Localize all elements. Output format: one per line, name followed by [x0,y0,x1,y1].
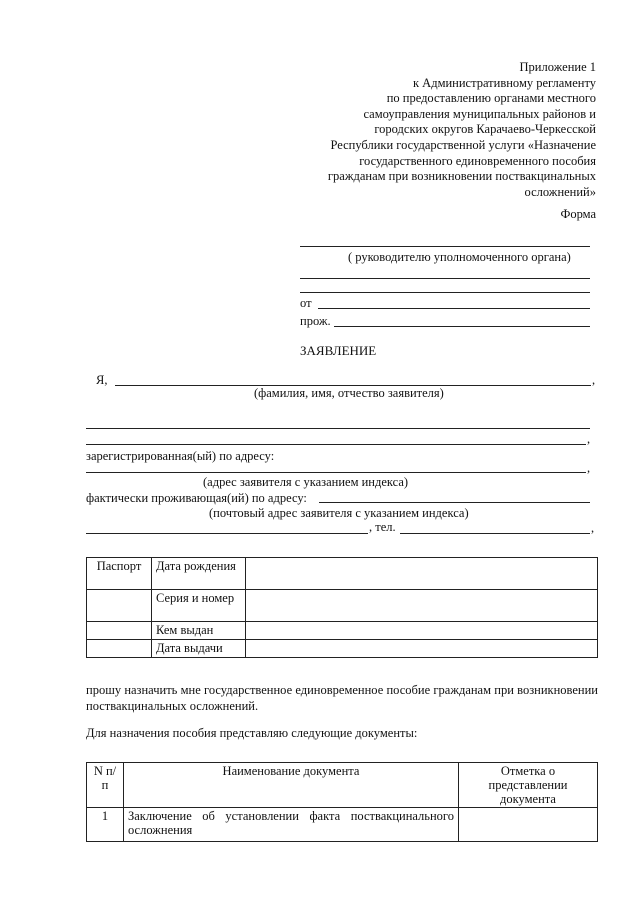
comma: , [587,461,591,475]
appendix-header [266,60,596,200]
passport-table [86,557,598,658]
appendix-line: гражданам при возникновении поствакцинальных [327,169,596,184]
statement-title: ЗАЯВЛЕНИЕ [300,343,377,358]
appendix-line: осложнений» [524,184,596,199]
comma: , [591,521,595,535]
row-num: 1 [87,808,124,842]
passport-row [87,622,598,640]
documents-header-row [87,763,598,808]
registered-address-line[interactable] [86,472,586,473]
form-label: Форма [560,207,596,221]
table-row [87,808,598,842]
address-caption: (адрес заявителя с указанием индекса) [203,475,409,489]
recipient-line[interactable] [300,246,590,247]
comma: , [592,373,596,387]
birth-date-field[interactable] [246,558,598,590]
appendix-line: городских округов Карачаево-Черкесской [374,122,596,137]
actual-address-label: фактически проживающая(ий) по адресу: [86,491,307,505]
postal-address-line[interactable] [86,533,368,534]
series-number-field[interactable] [246,590,598,622]
postal-caption: (почтовый адрес заявителя с указанием индекса) [209,506,469,520]
request-text: прошу назначить мне государственное единовременное пособие гражданам при возникновении поствакцинальных осложнений. [86,683,598,713]
from-line[interactable] [318,308,590,309]
document-mark-field[interactable] [459,808,598,842]
passport-field-label: Дата выдачи [152,640,246,658]
appendix-line: по предоставлению органами местного [386,91,596,106]
appendix-line: самоуправления муниципальных районов и [363,106,596,121]
passport-header: Паспорт [87,558,152,590]
passport-row [87,590,598,622]
col-mark-header: Отметка о представлении документа [459,763,598,808]
passport-field-label: Серия и номер [152,590,246,622]
issued-by-field[interactable] [246,622,598,640]
registered-label: зарегистрированная(ый) по адресу: [86,449,275,463]
appendix-title: Приложение 1 [519,60,596,74]
appendix-line: к Административному регламенту [412,75,596,90]
actual-address-line[interactable] [319,502,590,503]
issue-date-field[interactable] [246,640,598,658]
passport-field-label: Дата рождения [152,558,246,590]
name-caption: (фамилия, имя, отчество заявителя) [254,386,444,400]
col-num-header: N п/п [87,763,124,808]
blank-line-2[interactable] [86,444,586,445]
phone-line[interactable] [400,533,590,534]
i-label: Я, [96,373,108,387]
recipient-line-3[interactable] [300,292,590,293]
phone-label: , тел. [369,520,396,534]
passport-empty-cell [87,590,152,622]
appendix-line: Республики государственной услуги «Назначение [330,137,596,152]
from-label: от [300,296,312,310]
passport-empty-cell [87,640,152,658]
passport-field-label: Кем выдан [152,622,246,640]
blank-line[interactable] [86,428,590,429]
appendix-line: государственного единовременного пособия [359,153,596,168]
documents-table [86,762,598,842]
document-name: Заключение об установлении факта поствакцинального осложнения [124,808,459,842]
passport-empty-cell [87,622,152,640]
residing-line[interactable] [334,326,590,327]
residing-label: прож. [300,314,331,328]
documents-intro: Для назначения пособия представляю следующие документы: [86,726,418,740]
recipient-caption: ( руководителю уполномоченного органа) [348,250,571,264]
passport-row [87,558,598,590]
recipient-line-2[interactable] [300,278,590,279]
comma: , [587,432,591,446]
passport-row [87,640,598,658]
col-name-header: Наименование документа [124,763,459,808]
